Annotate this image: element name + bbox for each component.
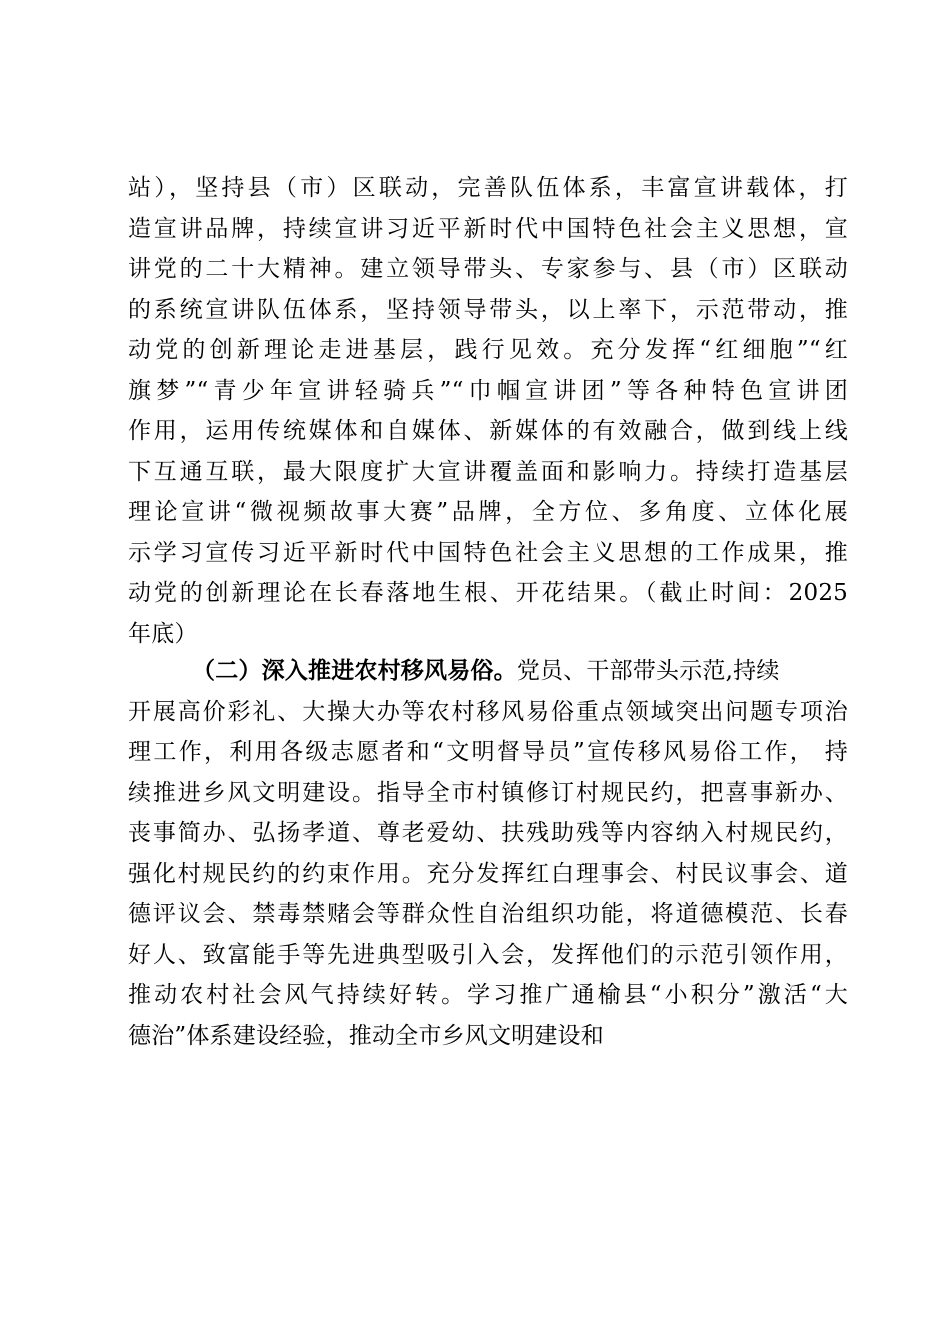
text-line: 动党的创新理论在长春落地生根、开花结果。（截止时间：2025 [128,580,848,606]
paragraph-1 [128,168,848,654]
text-line: 的系统宣讲队伍体系，坚持领导带头，以上率下，示范带动，推 [128,296,848,323]
text-line: 开展高价彩礼、大操大办等农村移风易俗重点领域突出问题专项治 [128,698,848,725]
text-line: 德治”体系建设经验，推动全市乡风文明建设和 [128,1022,604,1049]
text-line: 续推进乡风文明建设。指导全市村镇修订村规民约，把喜事新办、 [128,779,848,806]
text-line: 示学习宣传习近平新时代中国特色社会主义思想的工作成果，推 [128,539,848,566]
text-line: 理工作，利用各级志愿者和“文明督导员”宣传移风易俗工作， 持 [128,739,848,765]
text-line: 好人、致富能手等先进典型吸引入会，发挥他们的示范引领作用， [128,941,848,968]
text-line: 丧事简办、弘扬孝道、尊老爱幼、扶残助残等内容纳入村规民约， [128,820,848,846]
text-line: 讲党的二十大精神。建立领导带头、专家参与、县（市）区联动 [128,256,848,282]
text-line: 作用，运用传统媒体和自媒体、新媒体的有效融合，做到线上线 [128,418,848,444]
text-line: 推动农村社会风气持续好转。学习推广通榆县“小积分”激活“大 [128,982,848,1008]
heading-followup-text: 党员、干部带头示范,持续 [516,658,780,684]
text-line: 动党的创新理论走进基层，践行见效。充分发挥“红细胞”“红 [128,337,848,363]
text-line: 德评议会、禁毒禁赌会等群众性自治组织功能，将道德模范、长春 [128,901,848,927]
section-heading: （二）深入推进农村移风易俗。 [192,658,517,684]
text-line: 强化村规民约的约束作用。充分发挥红白理事会、村民议事会、道 [128,860,848,887]
paragraph-2 [128,651,848,1056]
text-line: 旗梦”“青少年宣讲轻骑兵”“巾帼宣讲团”等各种特色宣讲团 [128,377,848,404]
text-line: 理论宣讲“微视频故事大赛”品牌，全方位、多角度、立体化展 [128,499,848,525]
text-line: 年底） [128,620,198,647]
paragraph-2-first-line [128,651,848,692]
text-line: 造宣讲品牌，持续宣讲习近平新时代中国特色社会主义思想，宣 [128,215,848,242]
text-line: 下互通互联，最大限度扩大宣讲覆盖面和影响力。持续打造基层 [128,458,848,485]
text-line: 站），坚持县（市）区联动，完善队伍体系，丰富宣讲载体，打 [128,175,848,201]
